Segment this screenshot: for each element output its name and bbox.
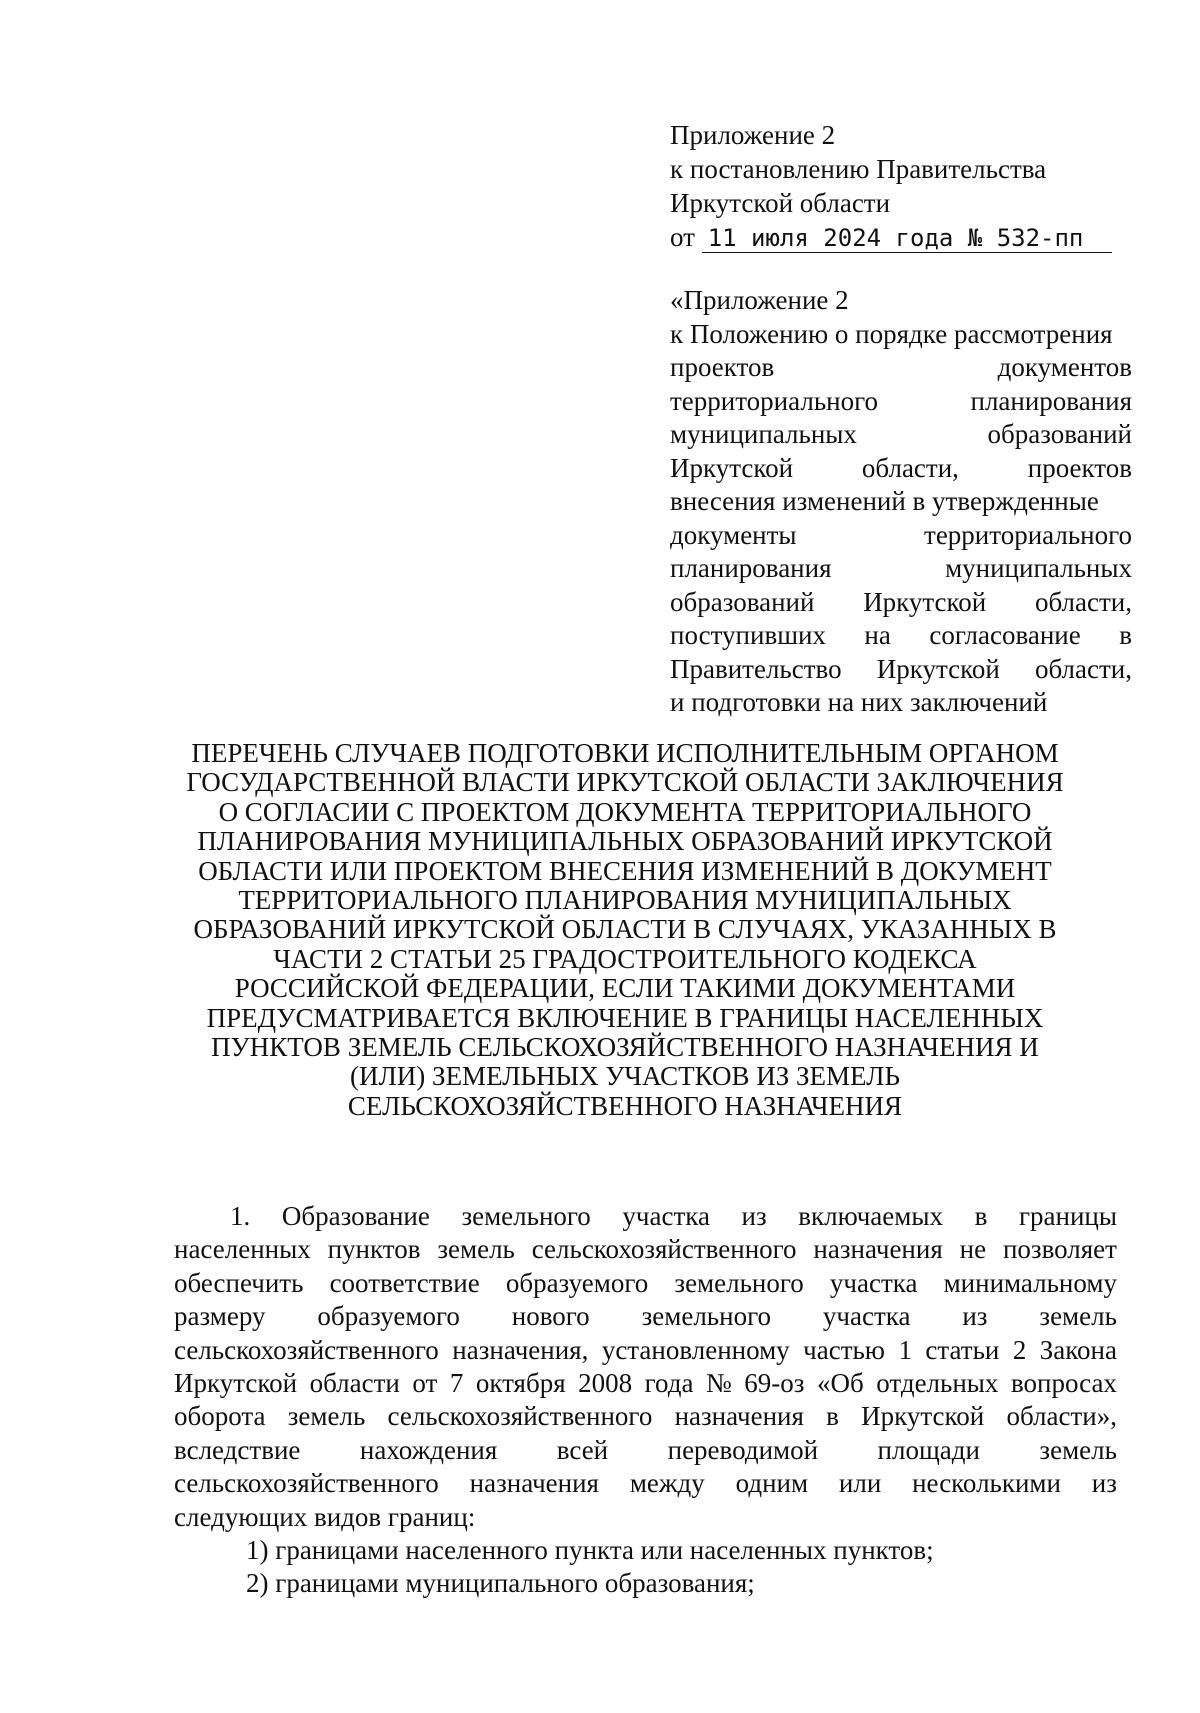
word: на (864, 620, 891, 650)
quote-line: и подготовки на них заключений (670, 687, 1048, 717)
word: 69-оз (744, 1368, 805, 1399)
paragraph-line (174, 1267, 1117, 1300)
title-line: О СОГЛАСИИ С ПРОЕКТОМ ДОКУМЕНТА ТЕРРИТОРИАЛЬНОГО (218, 796, 1032, 827)
word: образований (987, 419, 1132, 449)
word: размеру (174, 1301, 266, 1332)
word: области (309, 1368, 400, 1399)
word: области, (861, 452, 959, 483)
paragraph-line (174, 1434, 1117, 1467)
word: статьи (925, 1334, 1000, 1365)
word: площади (877, 1434, 980, 1465)
word: назначения (813, 1234, 943, 1265)
word: обеспечить (174, 1267, 304, 1298)
word: нового (511, 1301, 590, 1332)
word: участка (829, 1267, 918, 1298)
word: вследствие (174, 1434, 301, 1465)
word: соответствие (329, 1267, 480, 1298)
word: «Об (816, 1368, 864, 1399)
word: назначения (469, 1468, 599, 1499)
title-line: ПУНКТОВ ЗЕМЕЛЬ СЕЛЬСКОХОЗЯЙСТВЕННОГО НАЗНАЧЕНИЯ И (211, 1032, 1039, 1063)
title-line: СЕЛЬСКОХОЗЯЙСТВЕННОГО НАЗНАЧЕНИЯ (347, 1090, 903, 1121)
word: 1. (230, 1201, 251, 1231)
word: одним (735, 1468, 809, 1499)
word: земель (287, 1401, 366, 1432)
word: Закона (1039, 1334, 1117, 1365)
word: сельскохозяйственного (531, 1234, 797, 1265)
word: № (706, 1368, 732, 1399)
word: 1 (898, 1334, 912, 1365)
order-fill-field: 11 июля 2024 года № 532-пп (702, 224, 1112, 253)
quote-line: «Приложение 2 (670, 285, 849, 315)
document-title (150, 739, 1100, 1121)
word: Иркутской (876, 653, 1000, 684)
word: земель (1039, 1434, 1117, 1465)
word: Правительство (670, 653, 842, 684)
word: земельного (641, 1301, 771, 1332)
word: планирования (670, 553, 832, 583)
quote-line (670, 586, 1132, 620)
word: 2 (1012, 1334, 1027, 1365)
word: 2008 (578, 1368, 633, 1399)
word: вопросах (1010, 1368, 1117, 1399)
title-line: (ИЛИ) ЗЕМЕЛЬНЫХ УЧАСТКОВ ИЗ ЗЕМЕЛЬ (350, 1061, 900, 1092)
word: сельскохозяйственного (174, 1468, 439, 1499)
paragraph-line: следующих видов границ: (174, 1501, 476, 1532)
word: образуемого (505, 1267, 649, 1298)
word: документов (997, 352, 1132, 382)
word: муниципальных (945, 553, 1132, 583)
word: назначения (674, 1401, 804, 1432)
word: из (962, 1301, 988, 1332)
quote-line: к Положению о порядке рассмотрения (670, 318, 1113, 349)
word: не (959, 1234, 987, 1265)
word: участка (622, 1201, 710, 1231)
word: из (1091, 1468, 1117, 1499)
word: земель (437, 1234, 515, 1265)
word: области, (1034, 586, 1132, 617)
quote-line (670, 418, 1132, 452)
word: оборота (174, 1401, 266, 1432)
word: в (974, 1201, 988, 1231)
word: отдельных (876, 1368, 999, 1399)
title-line: ОБРАЗОВАНИЙ ИРКУТСКОЙ ОБЛАСТИ В СЛУЧАЯХ, УКАЗАННЫХ В (193, 914, 1057, 945)
quote-line (670, 519, 1132, 553)
appendix-header (670, 118, 1140, 254)
word: образований (670, 586, 815, 617)
word: включаемых (798, 1201, 944, 1231)
word: пунктов (327, 1234, 421, 1265)
word: позволяет (1002, 1234, 1117, 1265)
word: в (826, 1401, 839, 1432)
appendix-header-line: Приложение 2 (670, 120, 836, 150)
word: переводимой (667, 1434, 819, 1465)
word: земель (1039, 1301, 1117, 1332)
word: муниципальных (670, 419, 857, 449)
paragraph-line (174, 1467, 1117, 1500)
quote-line (670, 452, 1132, 486)
appendix-quote (670, 284, 1132, 720)
word: из (741, 1201, 767, 1231)
word: минимальному (943, 1267, 1117, 1298)
title-line: ГОСУДАРСТВЕННОЙ ВЛАСТИ ИРКУТСКОЙ ОБЛАСТИ ЗАКЛЮЧЕНИЯ (186, 767, 1064, 798)
quote-line (670, 385, 1132, 419)
word: нахождения (359, 1434, 498, 1465)
word: образуемого (317, 1301, 460, 1332)
order-prefix: от (670, 222, 695, 252)
appendix-header-line: Иркутской области (670, 188, 891, 218)
word: сельскохозяйственного (387, 1401, 653, 1432)
title-line: ПЕРЕЧЕНЬ СЛУЧАЕВ ПОДГОТОВКИ ИСПОЛНИТЕЛЬНЫМ ОРГАНОМ (191, 738, 1059, 768)
list-item: 2) границами муниципального образования; (246, 1568, 755, 1599)
list-item: 1) границами населенного пункта или населенных пунктов; (246, 1535, 934, 1566)
word: Иркутской (174, 1368, 298, 1399)
word: населенных (174, 1234, 311, 1265)
word: документы (670, 519, 797, 550)
paragraph-line (174, 1300, 1117, 1333)
word: 7 (449, 1368, 464, 1399)
word: проектов (670, 352, 775, 382)
word: области, (1034, 653, 1132, 684)
word: всей (556, 1434, 609, 1465)
word: или (838, 1468, 882, 1499)
word: области», (1006, 1401, 1117, 1432)
word: в (1119, 620, 1132, 650)
word: установленному (601, 1334, 790, 1365)
paragraph-line (174, 1233, 1117, 1266)
word: назначения, (452, 1334, 589, 1365)
word: от (412, 1368, 438, 1399)
word: согласование (929, 620, 1081, 650)
word: Образование (281, 1201, 430, 1231)
appendix-header-line: к постановлению Правительства (670, 154, 1047, 184)
word: частью (803, 1334, 885, 1365)
paragraph-line (174, 1334, 1117, 1367)
order-reference (670, 220, 1140, 254)
word: границы (1018, 1201, 1117, 1231)
title-line: ОБЛАСТИ ИЛИ ПРОЕКТОМ ВНЕСЕНИЯ ИЗМЕНЕНИЙ В ДОКУМЕНТ (198, 855, 1052, 886)
word: октября (475, 1368, 566, 1399)
quote-line (670, 619, 1132, 653)
word: планирования (970, 385, 1132, 416)
word: Иркутской (863, 586, 987, 617)
title-line: ПРЕДУСМАТРИВАЕТСЯ ВКЛЮЧЕНИЕ В ГРАНИЦЫ НАСЕЛЕННЫХ (206, 1002, 1044, 1033)
title-line: ЧАСТИ 2 СТАТЬИ 25 ГРАДОСТРОИТЕЛЬНОГО КОДЕКСА (273, 943, 977, 974)
word: поступивших (670, 620, 826, 650)
title-line: РОССИЙСКОЙ ФЕДЕРАЦИИ, ЕСЛИ ТАКИМИ ДОКУМЕНТАМИ (234, 973, 1016, 1004)
title-line: ТЕРРИТОРИАЛЬНОГО ПЛАНИРОВАНИЯ МУНИЦИПАЛЬНЫХ (238, 885, 1012, 916)
word: земельного (461, 1201, 591, 1231)
word: между (629, 1468, 705, 1499)
quote-line (670, 552, 1132, 586)
quote-line (670, 351, 1132, 385)
title-line: ПЛАНИРОВАНИЯ МУНИЦИПАЛЬНЫХ ОБРАЗОВАНИЙ ИРКУТСКОЙ (197, 826, 1053, 857)
word: территориального (924, 519, 1132, 550)
paragraph-line (174, 1367, 1117, 1400)
word: участка (822, 1301, 911, 1332)
word: Иркутской (670, 452, 794, 483)
paragraph-line (174, 1400, 1117, 1433)
word: года (644, 1368, 694, 1399)
word: сельскохозяйственного (174, 1334, 439, 1365)
word: земельного (674, 1267, 804, 1298)
document-body (174, 1200, 1117, 1601)
word: Иркутской (861, 1401, 985, 1432)
paragraph-line (174, 1200, 1117, 1233)
word: территориального (670, 385, 878, 416)
quote-line (670, 653, 1132, 687)
quote-line: внесения изменений в утвержденные (670, 486, 1099, 516)
word: проектов (1027, 452, 1132, 483)
word: несколькими (912, 1468, 1061, 1499)
